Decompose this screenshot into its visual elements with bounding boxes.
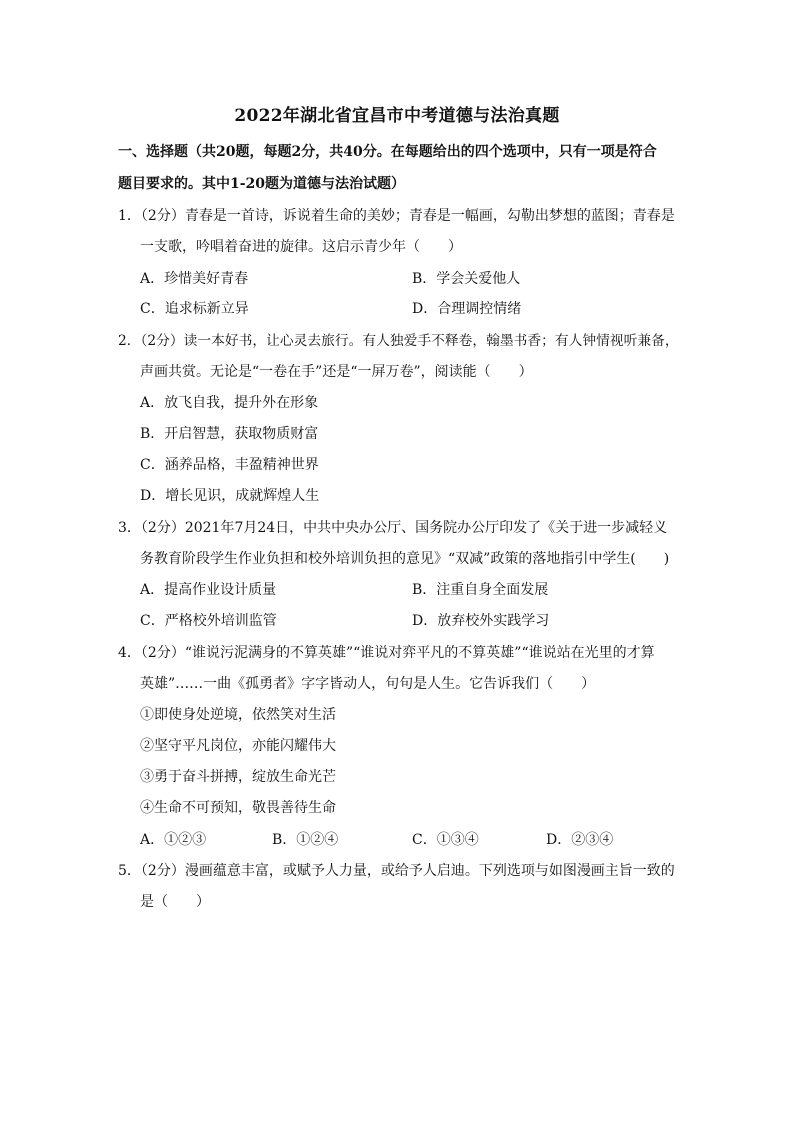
question-4-stem-line2: 英雄”……一曲《孤勇者》字字皆动人，句句是人生。它告诉我们（ ） (140, 676, 596, 692)
question-4-option-d: D．②③④ (546, 832, 614, 848)
question-3-stem-line2: 务教育阶段学生作业负担和校外培训负担的意见》“双减”政策的落地指引中学生( ) (140, 551, 670, 567)
question-4-statement-4: ④生命不可预知，敬畏善待生命 (140, 800, 336, 816)
question-4-option-c: C．①③④ (412, 832, 479, 848)
question-1-option-a: A．珍惜美好青春 (140, 271, 249, 287)
question-3-option-d: D．放弃校外实践学习 (412, 613, 550, 629)
question-2-stem-line1: 2．（2分）读一本好书，让心灵去旅行。有人独爱手不释卷，翰墨书香；有人钟情视听兼备， (118, 333, 679, 349)
question-1-stem-line2: 一支歌，吟唱着奋进的旋律。这启示青少年（ ） (140, 239, 462, 255)
question-4-stem-line1: 4．（2分）“谁说污泥满身的不算英雄”“谁说对弈平凡的不算英雄”“谁说站在光里的才算 (118, 645, 655, 661)
question-1-option-b: B．学会关爱他人 (412, 271, 521, 287)
section-heading-line1: 一、选择题（共20题，每题2分，共40分。在每题给出的四个选项中，只有一项是符合 (118, 144, 657, 160)
question-1-option-d: D．合理调控情绪 (412, 301, 522, 317)
question-3-option-b: B．注重自身全面发展 (412, 582, 549, 598)
question-3-option-a: A．提高作业设计质量 (140, 582, 277, 598)
question-3-stem-line1: 3．（2分）2021年7月24日，中共中央办公厅、国务院办公厅印发了《关于进一步减轻义 (118, 520, 668, 536)
page-title: 2022年湖北省宜昌市中考道德与法治真题 (234, 106, 560, 126)
question-3-option-c: C．严格校外培训监管 (140, 613, 277, 629)
question-2-stem-line2: 声画共赏。无论是“一卷在手”还是“一屏万卷”，阅读能（ ） (140, 364, 533, 380)
question-1-stem-line1: 1．（2分）青春是一首诗，诉说着生命的美妙；青春是一幅画，勾勒出梦想的蓝图；青春是 (118, 208, 675, 224)
question-2-option-a: A．放飞自我，提升外在形象 (140, 395, 319, 411)
question-4-statement-2: ②坚守平凡岗位，亦能闪耀伟大 (140, 738, 336, 754)
question-5-stem-line2: 是（ ） (140, 894, 210, 910)
question-2-option-c: C．涵养品格，丰盈精神世界 (140, 457, 319, 473)
section-heading-line2: 题目要求的。其中1-20题为道德与法治试题） (118, 176, 406, 192)
question-2-option-b: B．开启智慧，获取物质财富 (140, 426, 319, 442)
question-4-statement-1: ①即使身处逆境，依然笑对生活 (140, 707, 336, 723)
question-2-option-d: D．增长见识，成就辉煌人生 (140, 488, 320, 504)
question-4-statement-3: ③勇于奋斗拼搏，绽放生命光芒 (140, 769, 336, 785)
question-5-stem-line1: 5．（2分）漫画蕴意丰富，或赋予人力量，或给予人启迪。下列选项与如图漫画主旨一致的 (118, 863, 675, 879)
question-4-option-a: A．①②③ (140, 832, 207, 848)
question-1-option-c: C．追求标新立异 (140, 301, 249, 317)
question-4-option-b: B．①②④ (272, 832, 339, 848)
